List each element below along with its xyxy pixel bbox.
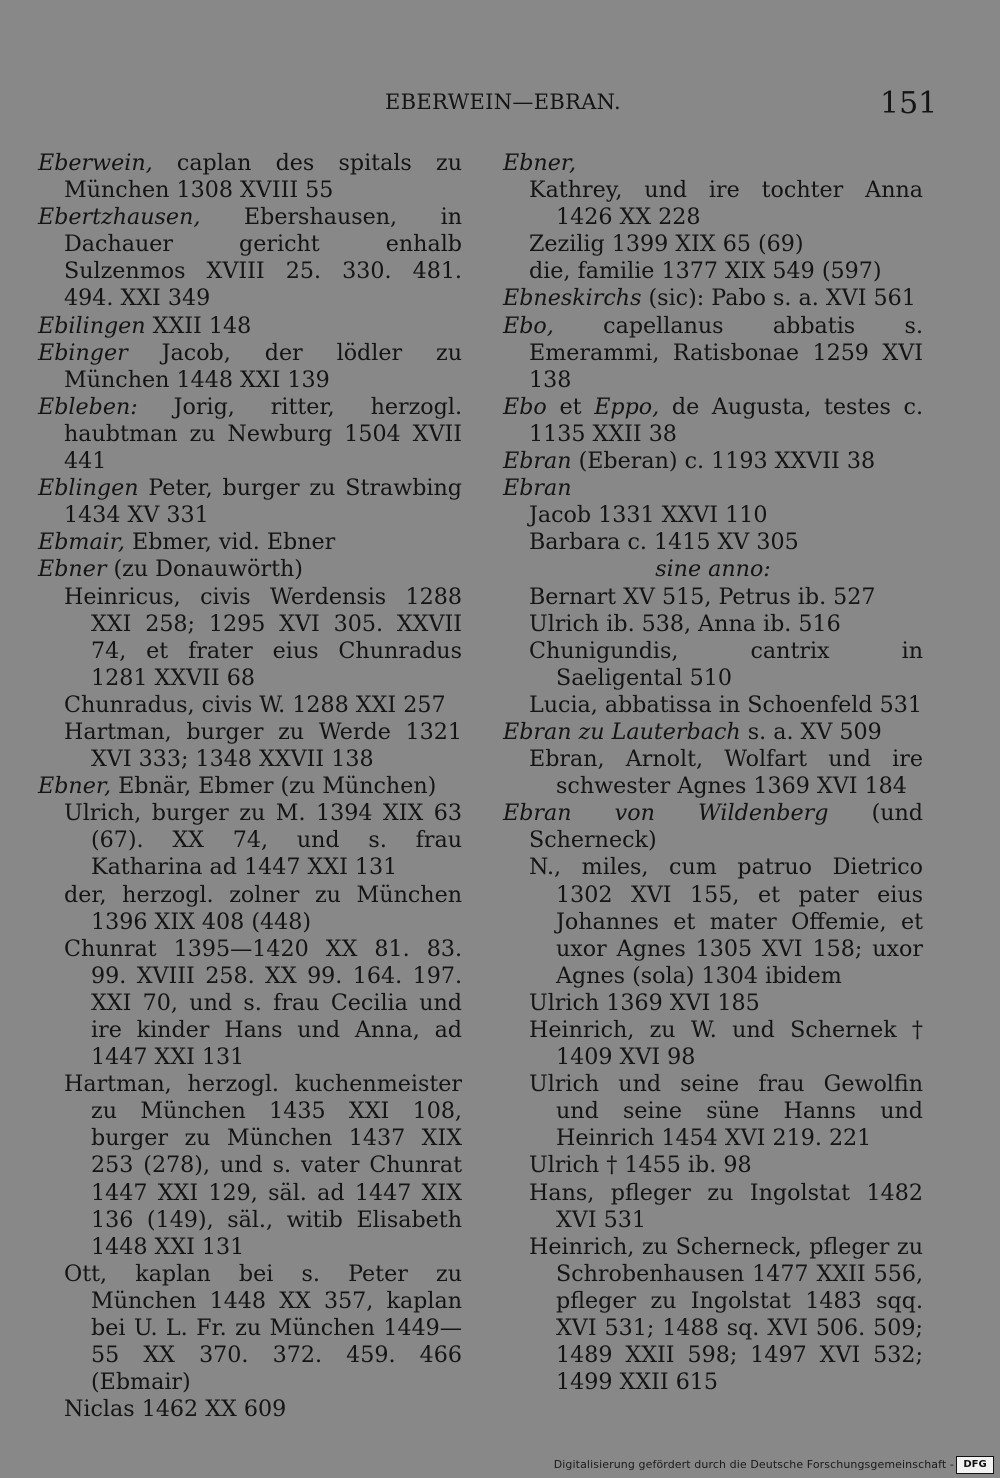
entry-text: Peter, burger zu Strawbing 1434 XV 331 <box>64 475 462 529</box>
entry-text: (sic): Pabo s. a. XVI 561 <box>641 285 916 312</box>
entry-headword: Ebo <box>503 393 547 420</box>
entry-headword: Eblingen <box>38 475 139 502</box>
entry-headword: Ebran <box>503 475 572 502</box>
entry-text: et <box>546 393 595 420</box>
entry-headword: Ebner, <box>503 150 577 176</box>
index-entry <box>503 800 923 854</box>
sub-entry: Zezilig 1399 XIX 65 (69) <box>529 231 804 258</box>
sub-entry: Ebran, Arnolt, Wolfart und ire schwester Agnes 1369 XVI 184 <box>529 746 923 800</box>
sub-entry: Heinrich, zu W. und Schernek † 1409 XVI 98 <box>529 1017 923 1071</box>
sub-entry: Ulrich † 1455 ib. 98 <box>529 1152 752 1179</box>
sub-entry: Chunradus, civis W. 1288 XXI 257 <box>64 691 446 718</box>
entry-text: (und Scherneck) <box>529 800 924 854</box>
right-column <box>503 150 923 1396</box>
entry-text: Ebmer, vid. Ebner <box>124 529 336 556</box>
entry-text: capellanus abbatis s. Emerammi, Ratisbonae 1259 XVI 138 <box>529 312 923 393</box>
entry-headword: Ebneskirchs <box>503 285 642 312</box>
sub-entry: Lucia, abbatissa in Schoenfeld 531 <box>529 691 922 718</box>
index-entry <box>38 475 462 529</box>
sub-entry: Ulrich ib. 538, Anna ib. 516 <box>529 610 841 637</box>
entry-headword: Ebner <box>38 556 107 583</box>
page-header <box>0 0 1000 130</box>
index-entry <box>38 529 462 556</box>
entry-text: (zu Donauwörth) <box>106 556 303 583</box>
index-entry <box>503 285 923 312</box>
index-entry <box>503 719 923 746</box>
index-entry <box>38 204 462 312</box>
entry-headword: Ebertzhausen, <box>38 204 201 231</box>
sub-entry: Ulrich, burger zu M. 1394 XIX 63 (67). XX 74, und s. frau Katharina ad 1447 XXI 131 <box>64 800 462 881</box>
index-entry <box>38 773 462 800</box>
entry-text: de Augusta, testes c. 1135 XXII 38 <box>529 393 924 447</box>
index-entry <box>503 448 923 475</box>
page-footer <box>0 1452 1000 1478</box>
digitization-note: Digitalisierung gefördert durch die Deutsche Forschungsgemeinschaft - <box>553 1458 954 1471</box>
entry-text: Jorig, ritter, herzogl. haubtman zu Newburg 1504 XVII 441 <box>64 393 462 475</box>
sub-entry: Bernart XV 515, Petrus ib. 527 <box>529 583 876 610</box>
sub-entry: Hartman, herzogl. kuchenmeister zu München 1435 XXI 108, burger zu München 1437 XIX 253 (278), und s. vater Chunrat 1447 XXI 129, säl. ad 1447 XIX 136 (149), säl., witib Elisabeth 1448 XXI 131 <box>64 1071 462 1260</box>
index-entry <box>503 394 923 448</box>
index-entry <box>503 150 923 177</box>
entry-headword: Ebran von Wildenberg <box>503 800 829 827</box>
page-number: 151 <box>880 86 938 121</box>
entry-text: (Eberan) c. 1193 XXVII 38 <box>571 448 876 475</box>
entry-text: s. a. XV 509 <box>740 718 882 745</box>
entry-headword: Ebmair, <box>38 529 125 556</box>
sub-entry: Ott, kaplan bei s. Peter zu München 1448 XX 357, kaplan bei U. L. Fr. zu München 1449—55 XX 370. 372. 459. 466 (Ebmair) <box>64 1260 462 1396</box>
entry-text: XXII 148 <box>145 312 252 339</box>
sub-entry: Hartman, burger zu Werde 1321 XVI 333; 1348 XXVII 138 <box>64 718 462 773</box>
entry-headword: Ebran zu Lauterbach <box>503 718 741 745</box>
sub-entry: Heinrich, zu Scherneck, pfleger zu Schrobenhausen 1477 XXII 556, pfleger zu Ingolstat 1483 sqq. XVI 531; 1488 sq. XVI 506. 509; 1489 XXII 598; 1497 XVI 532; 1499 XXII 615 <box>529 1233 923 1396</box>
sub-entry: Kathrey, und ire tochter Anna 1426 XX 228 <box>529 177 923 231</box>
entry-headword: Ebner, <box>38 773 112 800</box>
sub-entry: Jacob 1331 XXVI 110 <box>529 502 768 529</box>
sub-entry: Ulrich und seine frau Gewolfin und seine süne Hanns und Heinrich 1454 XVI 219. 221 <box>529 1071 923 1152</box>
entry-headword: Eberwein, <box>38 150 153 176</box>
index-entry <box>38 150 462 204</box>
sub-entry: Chunrat 1395—1420 XX 81. 83. 99. XVIII 258. XX 99. 164. 197. XXI 70, und s. frau Cecilia und ire kinder Hans und Anna, ad 1447 XXI 131 <box>64 935 462 1071</box>
sub-entry: Hans, pfleger zu Ingolstat 1482 XVI 531 <box>529 1179 923 1233</box>
entry-headword: Ebleben: <box>38 393 138 420</box>
section-label: sine anno: <box>655 556 771 583</box>
sub-entry: Heinricus, civis Werdensis 1288 XXI 258; 1295 XVI 305. XXVII 74, et frater eius Chunradus 1281 XXVII 68 <box>64 583 462 691</box>
entry-headword: Ebran <box>503 448 572 475</box>
index-entry <box>38 394 462 475</box>
entry-headword: Ebinger <box>38 339 128 366</box>
entry-text: Ebershausen, in Dachauer gericht enhalb Sulzenmos XVIII 25. 330. 481. 494. XXI 349 <box>64 204 462 312</box>
entry-text: Jacob, der lödler zu München 1448 XXI 139 <box>64 339 462 393</box>
sub-entry: die, familie 1377 XIX 549 (597) <box>529 258 882 285</box>
entry-text: caplan des spitals zu München 1308 XVIII 55 <box>64 150 462 204</box>
index-entry <box>503 475 923 502</box>
sub-entry: Niclas 1462 XX 609 <box>64 1396 287 1423</box>
sub-entry: Chunigundis, cantrix in Saeligental 510 <box>529 637 923 691</box>
entry-headword: Ebo, <box>503 312 554 339</box>
left-column <box>38 150 462 1423</box>
running-title: EBERWEIN—EBRAN. <box>385 90 621 114</box>
sub-entry: Barbara c. 1415 XV 305 <box>529 529 799 556</box>
dfg-logo: DFG <box>956 1456 994 1474</box>
entry-headword: Eppo, <box>594 393 660 420</box>
sub-entry: Ulrich 1369 XVI 185 <box>529 989 760 1016</box>
index-entry <box>38 313 462 340</box>
index-entry <box>38 556 462 583</box>
index-entry <box>503 313 923 394</box>
sub-entry: N., miles, cum patruo Dietrico 1302 XVI 155, et pater eius Johannes et mater Offemie, et uxor Agnes 1305 XVI 158; uxor Agnes (sola) 1304 ibidem <box>529 854 923 989</box>
entry-text: Ebnär, Ebmer (zu München) <box>111 773 437 800</box>
entry-headword: Ebilingen <box>38 312 146 339</box>
sub-entry: der, herzogl. zolner zu München 1396 XIX 408 (448) <box>64 881 462 935</box>
index-entry <box>38 340 462 394</box>
